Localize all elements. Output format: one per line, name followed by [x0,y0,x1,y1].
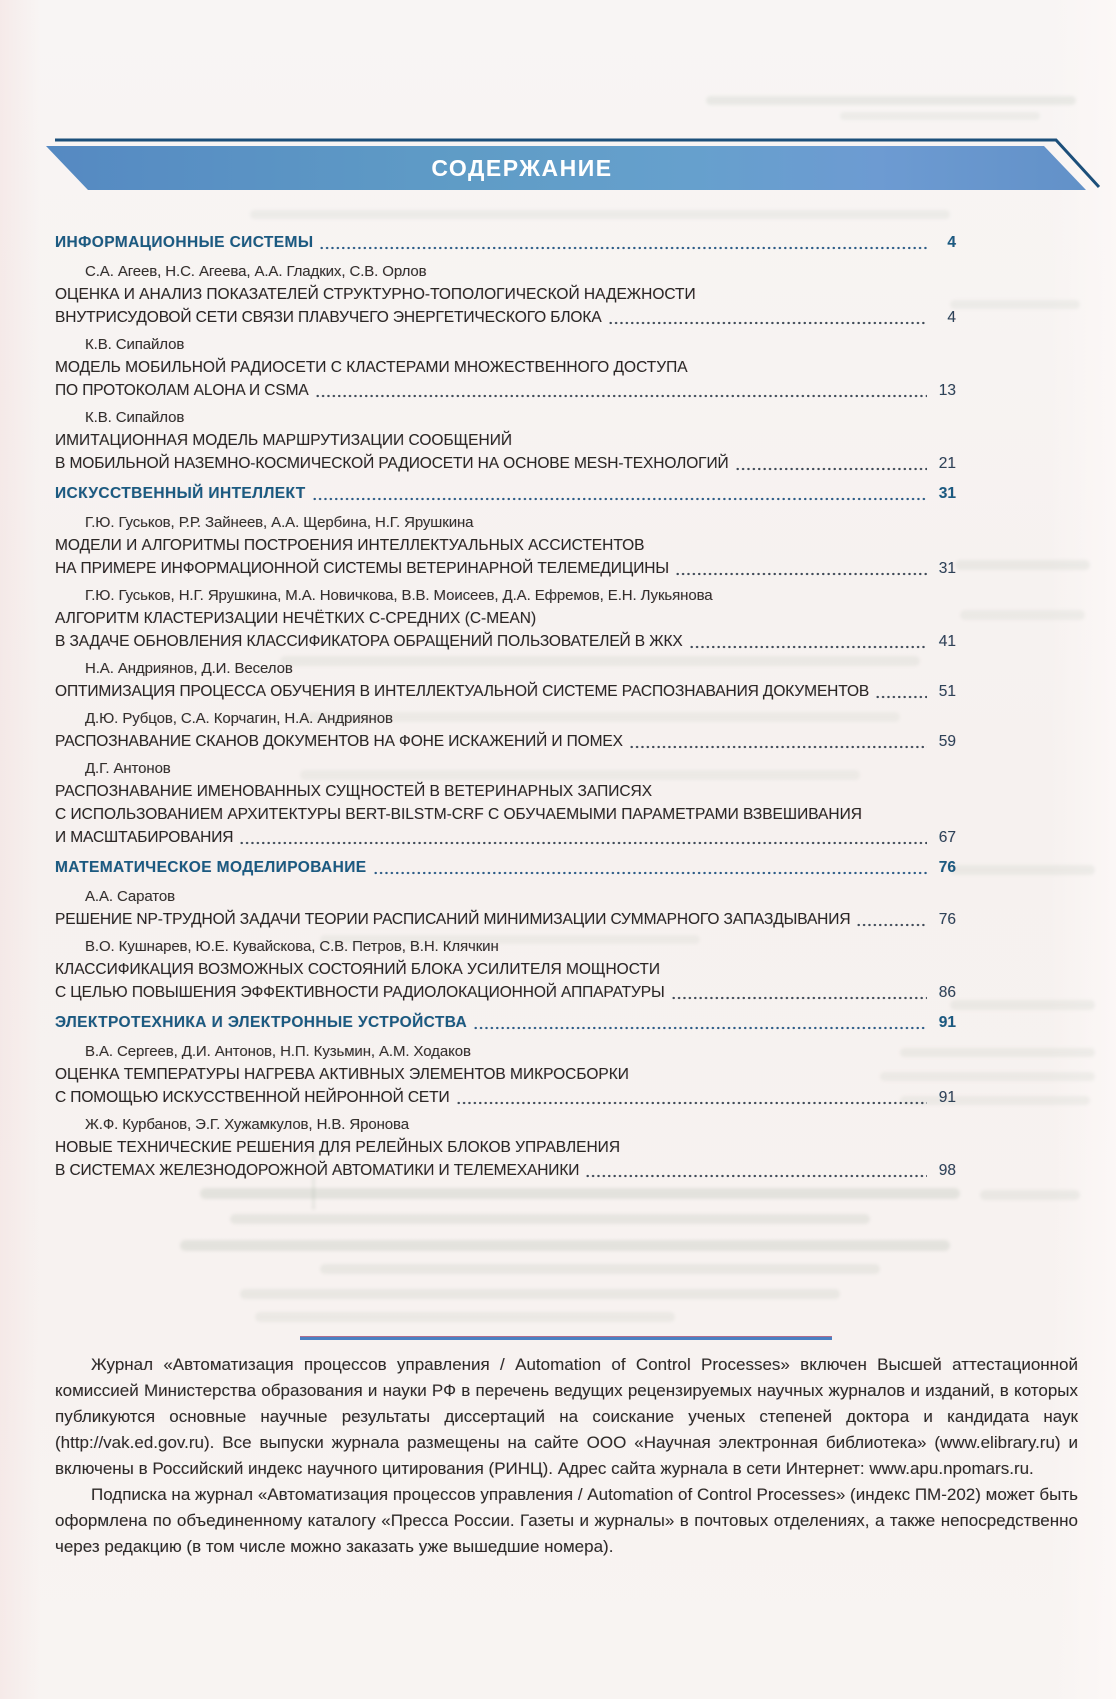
toc-entry [55,406,956,475]
toc-leader-dots [608,321,927,325]
journal-info-paragraph: Журнал «Автоматизация процессов управления / Automation of Control Processes» включен Высшей аттестационной комиссией Министерства образования и науки РФ в перечень ведущих рецензируемых научных журналов и изданий, в которых публикуются основные научные результаты диссертаций на соискание ученых степеней доктора и кандидата наук (http://vak.ed.gov.ru). Все выпуски журнала размещены на сайте ООО «Научная электронная библиотека» (www.elibrary.ru) и включены в Российский индекс научного цитирования (РИНЦ). Адрес сайта журнала в сети Интернет: www.apu.npomars.ru. [55,1355,1078,1478]
toc-entry-title-line: В МОБИЛЬНОЙ НАЗЕМНО-КОСМИЧЕСКОЙ РАДИОСЕТИ НА ОСНОВЕ MESH-ТЕХНОЛОГИЙ [55,455,729,472]
toc-page-number: 31 [938,485,956,502]
toc-leader-dots [319,246,927,250]
toc-entry [55,511,956,580]
toc-entry-title-line: ОПТИМИЗАЦИЯ ПРОЦЕССА ОБУЧЕНИЯ В ИНТЕЛЛЕКТУАЛЬНОЙ СИСТЕМЕ РАСПОЗНАВАНИЯ ДОКУМЕНТОВ [55,683,870,700]
contents-banner-graphic [0,0,1116,220]
toc-entry-authors: Ж.Ф. Курбанов, Э.Г. Хужамкулов, Н.В. Яронова [85,1116,409,1133]
toc-entry-title-line: АЛГОРИТМ КЛАСТЕРИЗАЦИИ НЕЧЁТКИХ С-СРЕДНИХ (C-MEAN) [55,610,537,627]
toc-section-4 [55,1011,956,1182]
toc-title-last-line [55,1159,956,1182]
toc-page-number: 4 [947,234,956,251]
toc-leader-dots [671,996,927,1000]
toc-entry [55,885,956,931]
footer-divider [300,1336,832,1340]
toc-entry-title-line: РАСПОЗНАВАНИЕ ИМЕНОВАННЫХ СУЩНОСТЕЙ В ВЕТЕРИНАРНЫХ ЗАПИСЯХ [55,783,653,800]
toc-page-number: 91 [938,1089,956,1106]
contents-banner-title: СОДЕРЖАНИЕ [431,155,613,181]
toc-leader-dots [315,394,927,398]
toc-page-number: 13 [938,382,956,399]
toc-leader-dots [856,923,927,927]
toc-section-1 [55,231,956,475]
toc-page-number: 51 [938,683,956,700]
toc-section-heading [55,231,956,254]
toc-entry [55,333,956,402]
toc-entry-authors: В.О. Кушнарев, Ю.Е. Кувайскова, С.В. Петров, В.Н. Клячкин [85,938,499,955]
toc-entry-title-line: ОЦЕНКА И АНАЛИЗ ПОКАЗАТЕЛЕЙ СТРУКТУРНО-ТОПОЛОГИЧЕСКОЙ НАДЕЖНОСТИ [55,286,696,303]
toc-entry [55,707,956,753]
toc-entry-title-line: МОДЕЛИ И АЛГОРИТМЫ ПОСТРОЕНИЯ ИНТЕЛЛЕКТУАЛЬНЫХ АССИСТЕНТОВ [55,537,645,554]
toc-page-number: 76 [938,859,956,876]
toc-entry [55,260,956,329]
toc-entry-title-line: С ЦЕЛЬЮ ПОВЫШЕНИЯ ЭФФЕКТИВНОСТИ РАДИОЛОКАЦИОННОЙ АППАРАТУРЫ [55,984,665,1001]
toc-leader-dots [735,467,927,471]
toc-page-number: 41 [938,633,956,650]
toc-leader-dots [675,572,927,576]
toc-title-last-line [55,379,956,402]
toc-page-number: 31 [938,560,956,577]
toc-title-last-line [55,306,956,329]
toc-title-last-line [55,452,956,475]
toc-entry-title-line: ПО ПРОТОКОЛАМ ALOHA И CSMA [55,382,309,399]
toc-entry-title-line: КЛАССИФИКАЦИЯ ВОЗМОЖНЫХ СОСТОЯНИЙ БЛОКА УСИЛИТЕЛЯ МОЩНОСТИ [55,961,660,978]
toc-entry-title-line: ВНУТРИСУДОВОЙ СЕТИ СВЯЗИ ПЛАВУЧЕГО ЭНЕРГЕТИЧЕСКОГО БЛОКА [55,309,602,326]
toc-entry-title-line: С ПОМОЩЬЮ ИСКУССТВЕННОЙ НЕЙРОННОЙ СЕТИ [55,1089,450,1106]
toc-entry-title-line: И МАСШТАБИРОВАНИЯ [55,829,234,846]
toc-title-last-line [55,826,956,849]
toc-section-label: ИНФОРМАЦИОННЫЕ СИСТЕМЫ [55,234,314,251]
toc-entry-authors: Д.Ю. Рубцов, С.А. Корчагин, Н.А. Андриянов [85,710,393,727]
toc-title-last-line [55,630,956,653]
toc-entry [55,757,956,849]
toc-page-number: 67 [938,829,956,846]
toc-page-number: 91 [938,1014,956,1031]
toc-entry-title-line: МОДЕЛЬ МОБИЛЬНОЙ РАДИОСЕТИ С КЛАСТЕРАМИ МНОЖЕСТВЕННОГО ДОСТУПА [55,359,688,376]
toc-entry-authors: Д.Г. Антонов [85,760,171,777]
toc-page-number: 98 [938,1162,956,1179]
journal-info [55,1352,1078,1560]
toc-leader-dots [312,497,927,501]
toc-entry-title-line: НА ПРИМЕРЕ ИНФОРМАЦИОННОЙ СИСТЕМЫ ВЕТЕРИНАРНОЙ ТЕЛЕМЕДИЦИНЫ [55,560,669,577]
toc-leader-dots [473,1026,927,1030]
toc-entry [55,584,956,653]
toc-section-3 [55,856,956,1004]
toc-entry-title-line: ИМИТАЦИОННАЯ МОДЕЛЬ МАРШРУТИЗАЦИИ СООБЩЕНИЙ [55,432,512,449]
toc-section-heading [55,1011,956,1034]
toc-title-last-line [55,680,956,703]
toc-entry-title-line: С ИСПОЛЬЗОВАНИЕМ АРХИТЕКТУРЫ BERT-BILSTM-CRF С ОБУЧАЕМЫМИ ПАРАМЕТРАМИ ВЗВЕШИВАНИЯ [55,806,862,823]
toc-entry [55,935,956,1004]
subscription-info-paragraph: Подписка на журнал «Автоматизация процессов управления / Automation of Control Processes» (индекс ПМ-202) может быть оформлена по объединенному каталогу «Пресса России. Газеты и журналы» в почтовых отделениях, а также непосредственно через редакцию (в том числе можно заказать уже вышедшие номера). [55,1485,1078,1556]
toc-entry-title-line: НОВЫЕ ТЕХНИЧЕСКИЕ РЕШЕНИЯ ДЛЯ РЕЛЕЙНЫХ БЛОКОВ УПРАВЛЕНИЯ [55,1139,621,1156]
toc-entry [55,1113,956,1182]
toc-leader-dots [373,871,927,875]
toc-leader-dots [875,695,927,699]
toc-section-label: МАТЕМАТИЧЕСКОЕ МОДЕЛИРОВАНИЕ [55,859,367,876]
toc-title-last-line [55,730,956,753]
toc-page-number: 4 [947,309,956,326]
toc-entry-authors: Н.А. Андриянов, Д.И. Веселов [85,660,293,677]
toc-section-label: ИСКУССТВЕННЫЙ ИНТЕЛЛЕКТ [55,485,306,502]
toc-section-heading [55,482,956,505]
contents-banner [0,0,1116,220]
toc-entry [55,657,956,703]
toc-leader-dots [239,841,927,845]
toc-title-last-line [55,908,956,931]
toc-entry-authors: К.В. Сипайлов [85,409,185,426]
toc-title-last-line [55,1086,956,1109]
toc-entry-title-line: В СИСТЕМАХ ЖЕЛЕЗНОДОРОЖНОЙ АВТОМАТИКИ И ТЕЛЕМЕХАНИКИ [55,1162,580,1179]
toc-leader-dots [456,1101,927,1105]
toc-entry-authors: Г.Ю. Гуськов, Н.Г. Ярушкина, М.А. Новичкова, В.В. Моисеев, Д.А. Ефремов, Е.Н. Лукьянова [85,587,713,604]
toc-section-heading [55,856,956,879]
toc-leader-dots [689,645,927,649]
table-of-contents [55,224,956,1182]
toc-page-number: 76 [938,911,956,928]
toc-entry-authors: В.А. Сергеев, Д.И. Антонов, Н.П. Кузьмин, А.М. Ходаков [85,1043,471,1060]
toc-page-number: 21 [938,455,956,472]
toc-entry-title-line: РАСПОЗНАВАНИЕ СКАНОВ ДОКУМЕНТОВ НА ФОНЕ ИСКАЖЕНИЙ И ПОМЕХ [55,733,623,750]
toc-entry-title-line: ОЦЕНКА ТЕМПЕРАТУРЫ НАГРЕВА АКТИВНЫХ ЭЛЕМЕНТОВ МИКРОСБОРКИ [55,1066,629,1083]
toc-entry-authors: С.А. Агеев, Н.С. Агеева, А.А. Гладких, С.В. Орлов [85,263,427,280]
toc-section-label: ЭЛЕКТРОТЕХНИКА И ЭЛЕКТРОННЫЕ УСТРОЙСТВА [55,1014,468,1031]
toc-leader-dots [629,745,927,749]
toc-title-last-line [55,981,956,1004]
toc-entry-authors: К.В. Сипайлов [85,336,185,353]
toc-entry-authors: А.А. Саратов [85,888,176,905]
toc-leader-dots [585,1174,927,1178]
toc-entry-authors: Г.Ю. Гуськов, Р.Р. Зайнеев, А.А. Щербина, Н.Г. Ярушкина [85,514,474,531]
toc-section-2 [55,482,956,849]
toc-page-number: 86 [938,984,956,1001]
toc-entry [55,1040,956,1109]
toc-entry-title-line: РЕШЕНИЕ NP-ТРУДНОЙ ЗАДАЧИ ТЕОРИИ РАСПИСАНИЙ МИНИМИЗАЦИИ СУММАРНОГО ЗАПАЗДЫВАНИЯ [55,911,851,928]
toc-page-number: 59 [938,733,956,750]
toc-entry-title-line: В ЗАДАЧЕ ОБНОВЛЕНИЯ КЛАССИФИКАТОРА ОБРАЩЕНИЙ ПОЛЬЗОВАТЕЛЕЙ В ЖКХ [55,633,683,650]
toc-title-last-line [55,557,956,580]
